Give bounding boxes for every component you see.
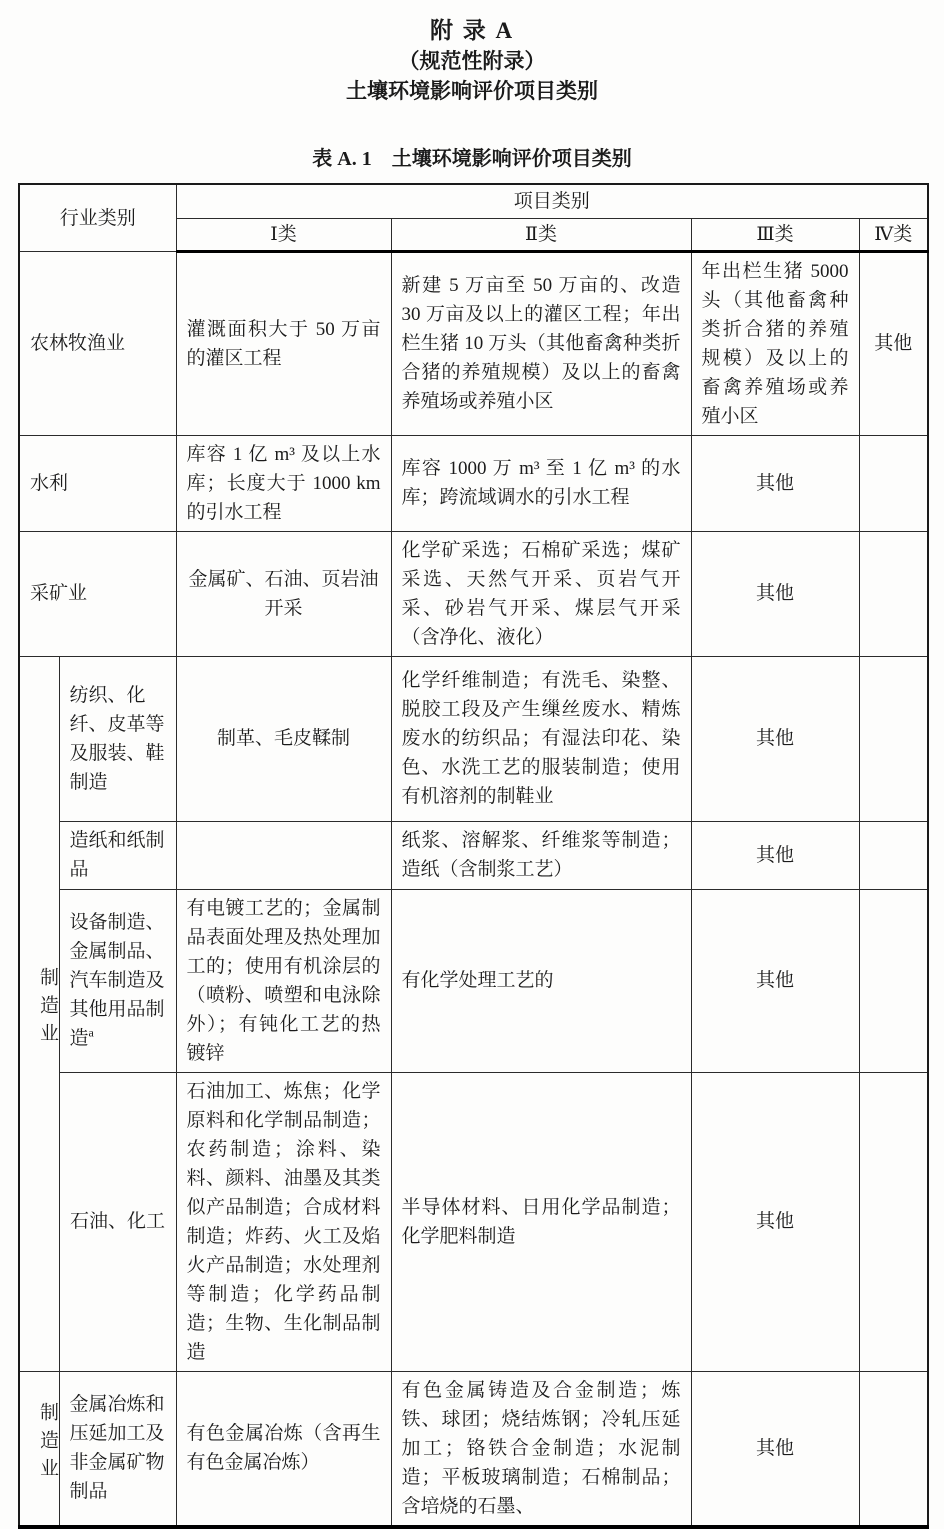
class2-cell: 库容 1000 万 m³ 至 1 亿 m³ 的水库；跨流域调水的引水工程 <box>391 435 691 531</box>
table-row <box>19 1371 928 1527</box>
class2-cell: 新建 5 万亩至 50 万亩的、改造 30 万亩及以上的灌区工程；年出栏生猪 10 万头（其他畜禽种类折合猪的养殖规模）及以上的畜禽养殖场或养殖小区 <box>391 251 691 435</box>
class4-cell <box>859 1072 928 1371</box>
class3-cell: 其他 <box>691 435 859 531</box>
table-row <box>19 889 928 1072</box>
table-row <box>19 435 928 531</box>
header-class1: Ⅰ类 <box>176 218 391 251</box>
footnote-marker: a <box>88 1025 94 1040</box>
industry-cell: 农林牧渔业 <box>19 251 176 435</box>
industry-group-label: 制造业 <box>37 967 58 1051</box>
industry-group-cell <box>19 1371 59 1527</box>
class1-cell: 库容 1 亿 m³ 及以上水库；长度大于 1000 km 的引水工程 <box>176 435 391 531</box>
table-caption: 表 A. 1 土壤环境影响评价项目类别 <box>312 148 632 170</box>
class2-cell: 化学矿采选；石棉矿采选；煤矿采选、天然气开采、页岩气开采、砂岩气开采、煤层气开采（含净化、液化） <box>391 531 691 656</box>
table-row <box>19 821 928 889</box>
category-table <box>18 183 929 1529</box>
subindustry-cell: 造纸和纸制品 <box>59 821 176 889</box>
class4-cell <box>859 656 928 821</box>
appendix-titles <box>0 16 944 106</box>
header-row-1 <box>19 184 928 218</box>
class3-cell: 其他 <box>691 889 859 1072</box>
header-class4: Ⅳ类 <box>859 218 928 251</box>
class1-cell: 有电镀工艺的；金属制品表面处理及热处理加工的；使用有机涂层的（喷粉、喷塑和电泳除外）；有钝化工艺的热镀锌 <box>176 889 391 1072</box>
class1-cell <box>176 821 391 889</box>
table-row <box>19 1072 928 1371</box>
subindustry-cell: 纺织、化纤、皮革等及服装、鞋制造 <box>59 656 176 821</box>
appendix-heading: 土壤环境影响评价项目类别 <box>346 79 598 103</box>
subindustry-cell: 石油、化工 <box>59 1072 176 1371</box>
class4-cell <box>859 821 928 889</box>
appendix-title: 附 录 A <box>429 18 515 43</box>
subindustry-label: 设备制造、金属制品、汽车制造及其他用品制造 <box>69 912 165 1049</box>
header-class3: Ⅲ类 <box>691 218 859 251</box>
class1-cell: 灌溉面积大于 50 万亩的灌区工程 <box>176 251 391 435</box>
class4-cell <box>859 889 928 1072</box>
class3-cell: 其他 <box>691 1072 859 1371</box>
header-class2: Ⅱ类 <box>391 218 691 251</box>
class2-cell: 纸浆、溶解浆、纤维浆等制造；造纸（含制浆工艺） <box>391 821 691 889</box>
class4-cell: 其他 <box>859 251 928 435</box>
class2-cell: 半导体材料、日用化学品制造；化学肥料制造 <box>391 1072 691 1371</box>
industry-cell: 采矿业 <box>19 531 176 656</box>
class3-cell: 其他 <box>691 821 859 889</box>
class2-cell: 有色金属铸造及合金制造；炼铁、球团；烧结炼钢；冷轧压延加工；铬铁合金制造；水泥制造；平板玻璃制造；石棉制品；含培烧的石墨、 <box>391 1371 691 1527</box>
class4-cell <box>859 435 928 531</box>
class1-cell: 制革、毛皮鞣制 <box>176 656 391 821</box>
class1-cell: 石油加工、炼焦；化学原料和化学制品制造；农药制造；涂料、染料、颜料、油墨及其类似产品制造；合成材料制造；炸药、火工及焰火产品制造；水处理剂等制造；化学药品制造；生物、生化制品制造 <box>176 1072 391 1371</box>
table-row <box>19 531 928 656</box>
class3-cell: 年出栏生猪 5000 头（其他畜禽种类折合猪的养殖规模）及以上的畜禽养殖场或养殖小区 <box>691 251 859 435</box>
class4-cell <box>859 1371 928 1527</box>
class1-cell: 金属矿、石油、页岩油开采 <box>176 531 391 656</box>
table-row <box>19 251 928 435</box>
industry-cell: 水利 <box>19 435 176 531</box>
header-project: 项目类别 <box>176 184 928 218</box>
header-industry: 行业类别 <box>19 184 176 251</box>
class4-cell <box>859 531 928 656</box>
class1-cell: 有色金属冶炼（含再生有色金属冶炼） <box>176 1371 391 1527</box>
class3-cell: 其他 <box>691 656 859 821</box>
industry-group-label: 制造业 <box>37 1401 58 1486</box>
class2-cell: 化学纤维制造；有洗毛、染整、脱胶工段及产生缫丝废水、精炼废水的纺织品；有湿法印花、染色、水洗工艺的服装制造；使用有机溶剂的制鞋业 <box>391 656 691 821</box>
table-row <box>19 656 928 821</box>
appendix-subtitle: （规范性附录） <box>398 49 546 73</box>
subindustry-cell <box>59 889 176 1072</box>
subindustry-cell: 金属冶炼和压延加工及非金属矿物制品 <box>59 1371 176 1527</box>
class3-cell: 其他 <box>691 531 859 656</box>
class2-cell: 有化学处理工艺的 <box>391 889 691 1072</box>
industry-group-cell <box>19 656 59 1371</box>
class3-cell: 其他 <box>691 1371 859 1527</box>
